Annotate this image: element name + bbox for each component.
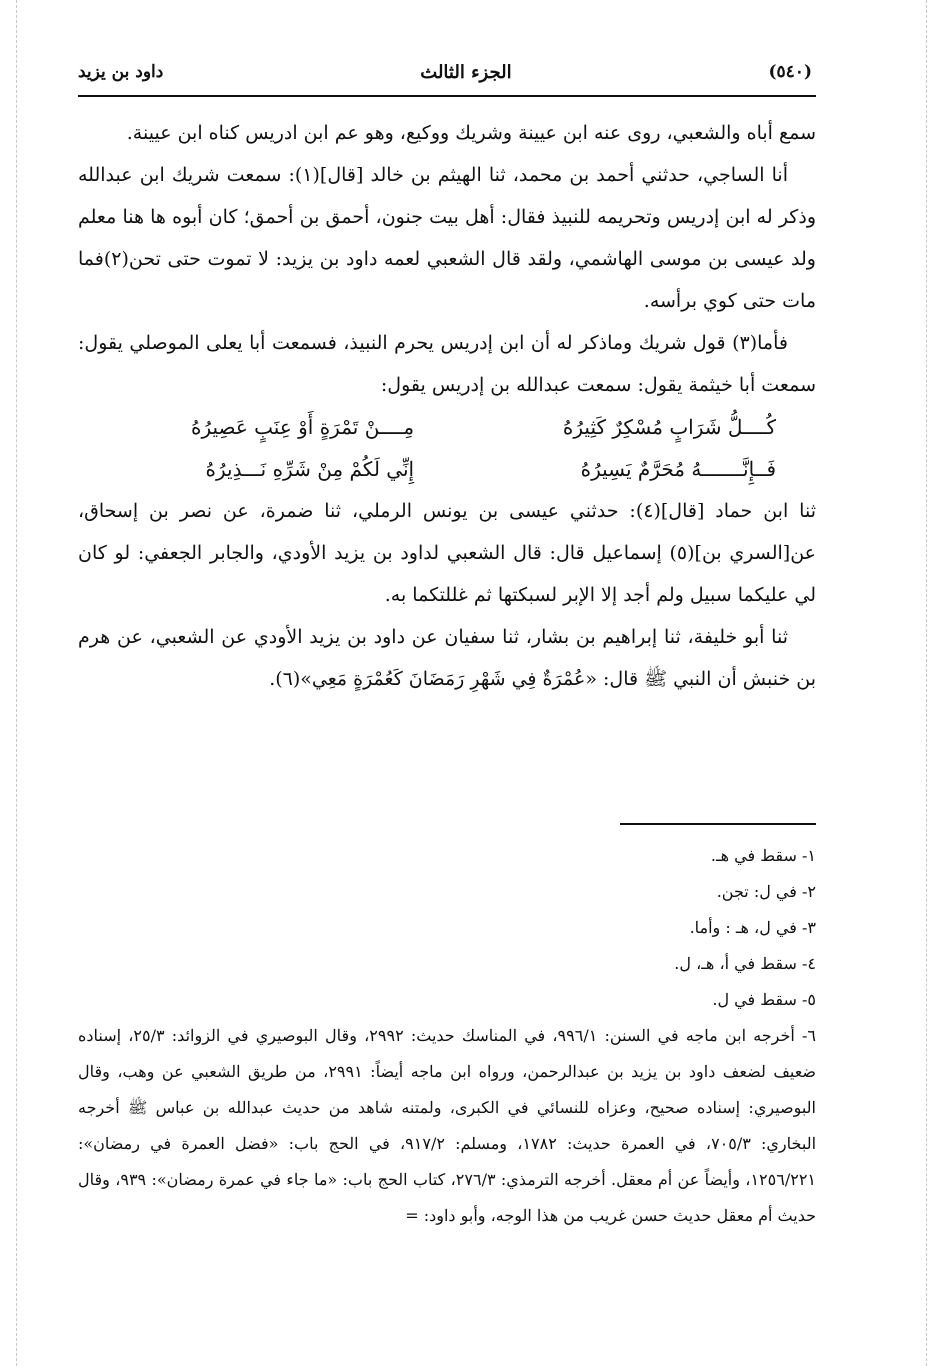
margin-guide-right bbox=[926, 0, 927, 1366]
main-text bbox=[78, 112, 816, 700]
paragraph: أنا الساجي، حدثني أحمد بن محمد، ثنا الهيثم بن خالد [قال](١): سمعت شريك ابن عبدالله وذكر له ابن إدريس وتحريمه للنبيذ فقال: أهل بيت جنون، أحمق بن أحمق؛ كان أبوه ها هنا معلم ولد عيسى بن موسى الهاشمي، ولقد قال الشعبي لعمه داود بن يزيد: لا تموت حتى تحن(٢)فما مات حتى كوي برأسه. bbox=[78, 164, 816, 312]
poem-hemistich: إِنِّي لَكُمْ مِنْ شَرِّهِ نَـــذِيرُهُ bbox=[205, 457, 415, 481]
paragraph: سمع أباه والشعبي، روى عنه ابن عيينة وشريك ووكيع، وهو عم ابن ادريس كناه ابن عيينة. bbox=[126, 122, 816, 144]
paragraph: فأما(٣) قول شريك وماذكر له أن ابن إدريس يحرم النبيذ، فسمعت أبا يعلى الموصلي يقول: سمعت أبا خيثمة يقول: سمعت عبدالله بن إدريس يقول: bbox=[78, 332, 816, 396]
header-rule bbox=[78, 95, 816, 97]
poem-verse bbox=[118, 406, 776, 448]
poem-hemistich: فَــإِنَّـــــــهُ مُحَرَّمٌ يَسِيرُهُ bbox=[580, 457, 776, 481]
poem bbox=[118, 406, 776, 490]
footnote: ٣- في ل، هـ : وأما. bbox=[689, 918, 816, 937]
entry-name: داود بن يزيد bbox=[78, 62, 164, 82]
poem-hemistich: كُــــلُّ شَرَابٍ مُسْكِرٌ كَثِيرُهُ bbox=[562, 415, 776, 439]
paragraph: ثنا ابن حماد [قال](٤): حدثني عيسى بن يونس الرملي، ثنا ضمرة، عن نصر بن إسحاق، عن[السري بن](٥) إسماعيل قال: قال الشعبي لداود بن يزيد الأودي، والجابر الجعفي: لو كان لي عليكما سبيل ولم أجد إلا الإبر لسبكتها ثم غللتكما به. bbox=[78, 500, 816, 606]
footnote: ٤- سقط في أ، هـ، ل. bbox=[674, 954, 816, 973]
footnote: ٦- أخرجه ابن ماجه في السنن: ٩٩٦/١، في المناسك حديث: ٢٩٩٢، وقال البوصيري في الزوائد: ٢٥/٣، إسناده ضعيف لضعف داود بن يزيد بن عبدالرحمن، ورواه ابن ماجه أيضاً: ٢٩٩١، من طريق الشعبي عن وهب، وقال البوصيري: إسناده صحيح، وعزاه للنسائي في الكبرى، ولمتنه شاهد من حديث عبدالله بن عباس ﷺ أخرجه البخاري: ٧٠٥/٣، في العمرة حديث: ١٧٨٢، ومسلم: ٩١٧/٢، في الحج باب: «فضل العمرة في رمضان»: ١٢٥٦/٢٢١، وأيضاً عن أم معقل. أخرجه الترمذي: ٢٧٦/٣، كتاب الحج باب: «ما جاء في عمرة رمضان»: ٩٣٩، وقال حديث أم معقل حديث حسن غريب من هذا الوجه، وأبو داود: = bbox=[78, 1026, 817, 1225]
page-number: (٥٤٠) bbox=[768, 62, 812, 82]
footnote: ٥- سقط في ل. bbox=[712, 990, 816, 1009]
poem-hemistich: مِــــنْ تَمْرَةٍ أَوْ عِنَبٍ عَصِيرُهُ bbox=[190, 415, 415, 439]
footnote: ١- سقط في هـ. bbox=[710, 846, 816, 865]
margin-guide-left bbox=[16, 0, 17, 1366]
footnote-rule bbox=[620, 823, 816, 825]
poem-verse bbox=[118, 448, 776, 490]
footnote: ٢- في ل: تجن. bbox=[716, 882, 816, 901]
footnotes bbox=[78, 838, 816, 1234]
paragraph: ثنا أبو خليفة، ثنا إبراهيم بن بشار، ثنا سفيان عن داود بن يزيد الأودي عن الشعبي، عن هرم بن خنبش أن النبي ﷺ قال: «عُمْرَةٌ فِي شَهْرِ رَمَضَانَ كَعُمْرَةٍ مَعِي»(٦). bbox=[78, 626, 816, 690]
running-header bbox=[78, 52, 812, 92]
part-title: الجزء الثالث bbox=[420, 61, 512, 83]
